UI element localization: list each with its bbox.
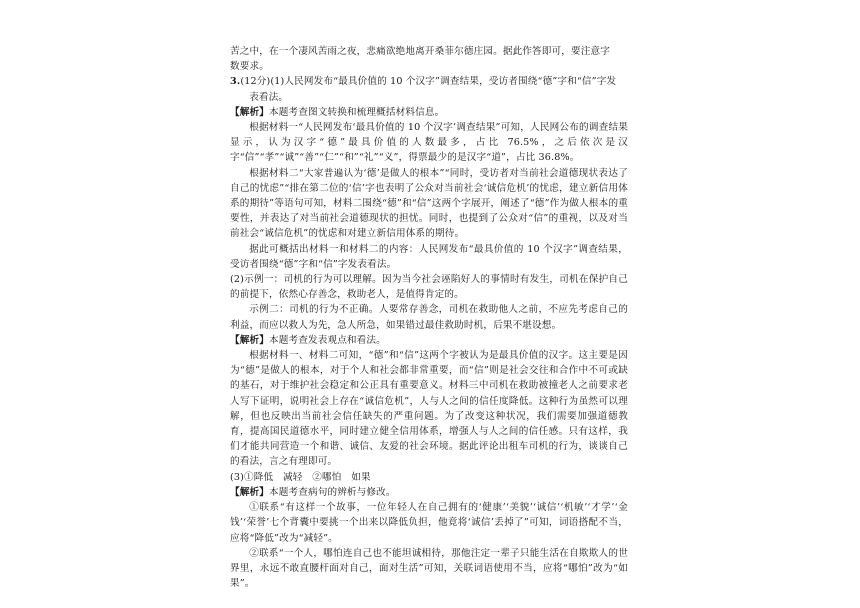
intro-line-1: 苦之中，在一个凄风苦雨之夜，悲痛欲绝地离开桑菲尔德庄园。据此作答即可，要注意字 [230,46,611,57]
analysis-label: 【解析】 [230,334,269,346]
part2-example-2: 示例二：司机的行为不正确。人要常存善念，司机在救助他人之前，不应先考虑自己的利益，而应以救人为先，急人所急，如果错过最佳救助时机，后果不堪设想。 [230,304,628,331]
question-3-part1-line2: 表看法。 [249,91,289,103]
question-3-score: (12分) [240,76,271,88]
analysis-label: 【解析】 [230,106,269,118]
analysis-block-3 [230,485,628,500]
question-3-number: 3. [230,76,241,88]
analysis-label: 【解析】 [230,486,269,498]
question-3-heading [230,74,628,89]
paragraph-revision-2: ②联系“一个人，哪怕连自己也不能坦诚相待，那他注定一辈子只能生活在自欺欺人的世界里，永远不敢直腰杆面对自己，面对生活”可知，关联词语使用不当，应将“哪怕”改为“如果”。 [230,547,628,590]
analysis-block-2 [230,333,628,348]
paragraph-summary: 据此可概括出材料一和材料二的内容：人民网发布“最具价值的 10 个汉字”调查结果，受访者围绕“德”字和“信”字发表看法。 [230,243,628,270]
part3-answer: (3)①降低 减轻 ②哪怕 如果 [230,471,371,483]
answer-column [230,44,628,591]
analysis-text-2: 本题考查发表观点和看法。 [268,334,386,346]
part2-example-1: (2)示例一：司机的行为可以理解。因为当今社会诬陷好人的事情时有发生，司机在保护自己的前提下，依然心存善念，救助老人，是值得肯定的。 [230,274,628,301]
analysis-text-1: 本题考查图文转换和梳理概括材料信息。 [268,106,445,118]
analysis-block-1 [230,105,628,120]
paragraph-revision-1: ①联系“有这样一个故事，一位年轻人在自己拥有的‘健康’‘美貌’‘诚信’‘机敏’‘才学’‘金钱’‘荣誉’七个背囊中要挑一个出来以降低负担，他竟将‘诚信’丢掉了”可知，词语搭配不当，应将“降低”改为“减轻”。 [230,502,628,544]
analysis-text-3: 本题考查病句的辨析与修改。 [268,486,396,498]
paragraph-commentary: 根据材料一、材料二可知，“德”和“信”这两个字被认为是最具价值的汉字。这主要是因为“德”是做人的根本，对于个人和社会都非常重要，而“信”则是社会交往和合作中不可或缺的基石，对于维护社会稳定和公正具有重要意义。材料三中司机在救助被撞老人之前要求老人写下证明，说明社会上存在“诚信危机”，人与人之间的信任度降低。这种行为虽然可以理解，但也反映出当前社会信任缺失的严重问题。为了改变这种状况，我们需要加强道德教育，提高国民道德水平，同时建立健全信用体系，增强人与人之间的信任感。只有这样，我们才能共同营造一个和谐、诚信、友爱的社会环境。据此评论出租车司机的行为，谈谈自己的看法，言之有理即可。 [230,350,628,468]
intro-line-2: 数要求。 [230,61,269,73]
paragraph-material-2: 根据材料二“大家普遍认为‘德’是做人的根本”“同时，受访者对当前社会道德现状表达了自己的忧虑”“排在第二位的‘信’字也表明了公众对当前社会‘诚信危机’的忧虑，建立新信用体系的期待”等语句可知，材料二围绕“德”和“信”这两个字展开，阐述了“德”作为做人根本的重要性，并表达了对当前社会道德现状的担忧。同时，也提到了公众对“信”的重视，以及对当前社会“诚信危机”的忧虑和对建立新信用体系的期待。 [230,167,628,240]
paragraph-material-1: 根据材料一“人民网发布‘最具价值的 10 个汉字’调查结果”可知，人民网公布的调查结果显示，认为汉字“德”最具价值的人数最多，占比 76.5%，之后依次是汉字“信”“孝”“诚”“善”“仁”“和”“礼”“义”，得票最少的是汉字“道”，占比 36.8%。 [230,122,628,164]
question-3-part1-line1: (1)人民网发布“最具价值的 10 个汉字”调查结果，受访者围绕“德”字和“信”字发 [270,76,617,88]
